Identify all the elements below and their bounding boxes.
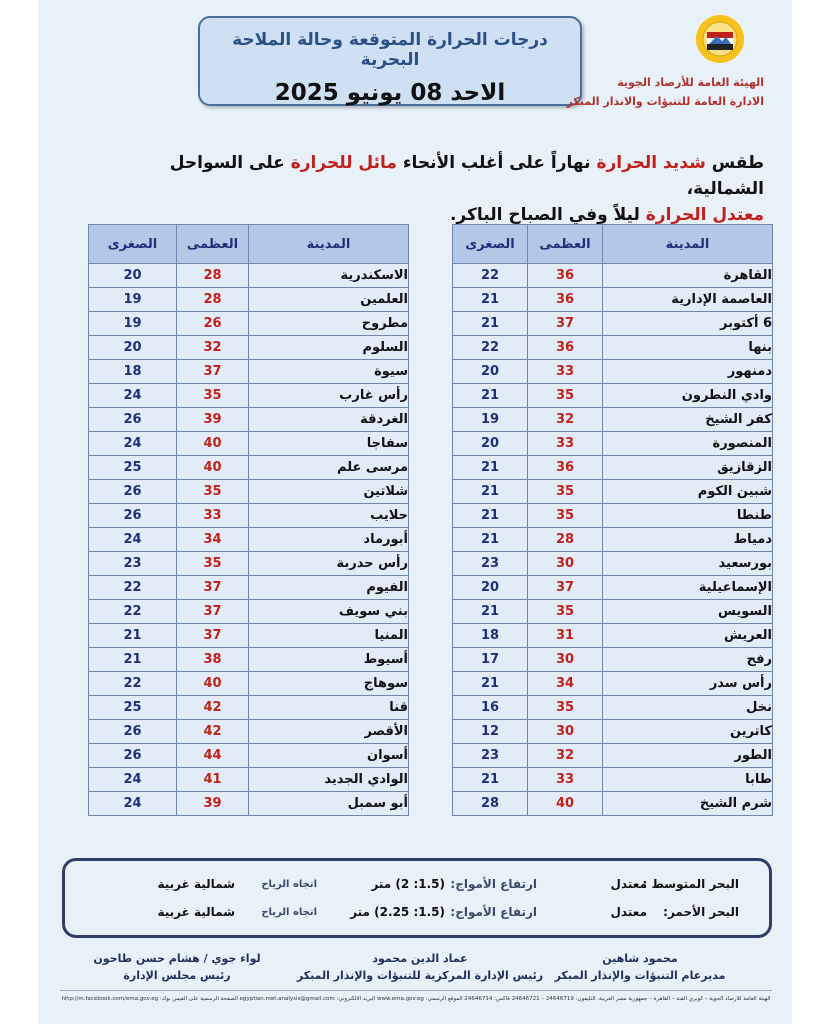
table-row <box>89 264 409 288</box>
max-temp-cell: 35 <box>177 552 249 576</box>
max-temp-cell: 36 <box>528 456 603 480</box>
med-wave-label: ارتفاع الأمواج: <box>450 877 537 891</box>
forecast-part: ليلاً وفي الصباح الباكر. <box>449 205 640 225</box>
city-cell: نخل <box>603 696 773 720</box>
city-cell: بني سويف <box>249 600 409 624</box>
min-temp-cell: 25 <box>89 696 177 720</box>
city-cell: شرم الشيخ <box>603 792 773 816</box>
table-row <box>453 648 773 672</box>
max-temp-cell: 33 <box>528 432 603 456</box>
min-temp-cell: 22 <box>453 336 528 360</box>
signature-name: لواء جوي / هشام حسن طاحون <box>93 952 261 965</box>
min-temp-cell: 22 <box>453 264 528 288</box>
min-temp-cell: 21 <box>453 600 528 624</box>
table-row <box>453 672 773 696</box>
table-row <box>89 288 409 312</box>
table-row <box>453 480 773 504</box>
max-temp-cell: 35 <box>528 480 603 504</box>
table-row <box>453 552 773 576</box>
min-temp-cell: 21 <box>453 504 528 528</box>
max-temp-cell: 35 <box>177 480 249 504</box>
city-cell: سيوة <box>249 360 409 384</box>
temperature-table-right <box>452 224 773 816</box>
max-temp-cell: 44 <box>177 744 249 768</box>
max-temp-cell: 36 <box>528 264 603 288</box>
min-temp-cell: 20 <box>453 576 528 600</box>
table-row <box>453 384 773 408</box>
min-temp-cell: 26 <box>89 504 177 528</box>
red-sea-label: البحر الأحمر: <box>663 905 739 919</box>
max-temp-cell: 33 <box>177 504 249 528</box>
min-temp-cell: 21 <box>453 768 528 792</box>
header-min: الصغرى <box>89 225 177 264</box>
min-temp-cell: 26 <box>89 720 177 744</box>
city-cell: أبو سمبل <box>249 792 409 816</box>
header-min: الصغرى <box>453 225 528 264</box>
table-row <box>453 264 773 288</box>
table-row <box>453 792 773 816</box>
table-row <box>453 408 773 432</box>
bulletin-date: الاحد 08 يونيو 2025 <box>274 80 506 106</box>
max-temp-cell: 34 <box>177 528 249 552</box>
city-cell: طابا <box>603 768 773 792</box>
min-temp-cell: 21 <box>453 384 528 408</box>
forecast-part: طقس <box>711 153 764 173</box>
max-temp-cell: 41 <box>177 768 249 792</box>
max-temp-cell: 32 <box>528 408 603 432</box>
table-row <box>89 552 409 576</box>
footer-divider <box>60 990 772 991</box>
min-temp-cell: 19 <box>89 312 177 336</box>
city-cell: الإسماعيلية <box>603 576 773 600</box>
red-wave-label: ارتفاع الأمواج: <box>450 905 537 919</box>
signature-central-director <box>290 950 550 984</box>
header-city: المدينة <box>603 225 773 264</box>
min-temp-cell: 20 <box>89 264 177 288</box>
max-temp-cell: 32 <box>528 744 603 768</box>
min-temp-cell: 24 <box>89 432 177 456</box>
max-temp-cell: 34 <box>528 672 603 696</box>
table-row <box>89 744 409 768</box>
city-cell: شبين الكوم <box>603 480 773 504</box>
table-row <box>89 600 409 624</box>
min-temp-cell: 16 <box>453 696 528 720</box>
max-temp-cell: 42 <box>177 720 249 744</box>
table-row <box>453 432 773 456</box>
city-cell: قنا <box>249 696 409 720</box>
city-cell: السلوم <box>249 336 409 360</box>
min-temp-cell: 20 <box>453 432 528 456</box>
min-temp-cell: 21 <box>453 456 528 480</box>
city-cell: طنطا <box>603 504 773 528</box>
table-row <box>89 672 409 696</box>
city-cell: العلمين <box>249 288 409 312</box>
min-temp-cell: 25 <box>89 456 177 480</box>
max-temp-cell: 37 <box>177 360 249 384</box>
forecast-text <box>124 150 764 228</box>
max-temp-cell: 42 <box>177 696 249 720</box>
max-temp-cell: 40 <box>177 432 249 456</box>
city-cell: رأس حدربة <box>249 552 409 576</box>
max-temp-cell: 37 <box>177 576 249 600</box>
table-row <box>89 432 409 456</box>
min-temp-cell: 23 <box>453 744 528 768</box>
temperature-table-left <box>88 224 409 816</box>
city-cell: رأس غارب <box>249 384 409 408</box>
min-temp-cell: 22 <box>89 600 177 624</box>
max-temp-cell: 35 <box>177 384 249 408</box>
red-wave-value: (1.5: 2.25) متر <box>350 905 445 919</box>
table-row <box>89 576 409 600</box>
max-temp-cell: 30 <box>528 648 603 672</box>
max-temp-cell: 36 <box>528 336 603 360</box>
table-row <box>89 648 409 672</box>
signature-forecast-director <box>540 950 740 984</box>
city-cell: بورسعيد <box>603 552 773 576</box>
table-row <box>89 504 409 528</box>
max-temp-cell: 32 <box>177 336 249 360</box>
table-row <box>453 768 773 792</box>
forecast-part: نهاراً على أغلب الأنحاء <box>402 153 591 173</box>
min-temp-cell: 26 <box>89 408 177 432</box>
table-row <box>89 360 409 384</box>
city-cell: الوادي الجديد <box>249 768 409 792</box>
city-cell: القاهرة <box>603 264 773 288</box>
table-row <box>89 696 409 720</box>
city-cell: شلاتين <box>249 480 409 504</box>
city-cell: وادي النطرون <box>603 384 773 408</box>
city-cell: مطروح <box>249 312 409 336</box>
max-temp-cell: 36 <box>528 288 603 312</box>
table-row <box>89 768 409 792</box>
signature-title: مديرعام التنبؤات والإنذار المبكر <box>554 969 726 982</box>
table-row <box>453 312 773 336</box>
footer-contact: الهيئة العامة للأرصاد الجوية – كوبري القبة – القاهرة – جمهورية مصر العربية. التليفون: 24646719 – 24646721 فاكس: 24646714 الموقع الرسمي: www.ema.gov.eg البريد الالكتروني: egyptian.met.analysis@gmail.com الصفحة الرسمية على الفيس بوك: http://m.facebook.com/ema.gov.eg <box>61 996 771 1002</box>
city-cell: الغردقة <box>249 408 409 432</box>
header-max: العظمى <box>177 225 249 264</box>
city-cell: العاصمة الإدارية <box>603 288 773 312</box>
max-temp-cell: 35 <box>528 600 603 624</box>
max-temp-cell: 39 <box>177 792 249 816</box>
city-cell: الزقازيق <box>603 456 773 480</box>
table-row <box>89 312 409 336</box>
min-temp-cell: 24 <box>89 792 177 816</box>
table-row <box>89 480 409 504</box>
forecast-mild: معتدل الحرارة <box>645 205 764 225</box>
min-temp-cell: 28 <box>453 792 528 816</box>
max-temp-cell: 28 <box>528 528 603 552</box>
max-temp-cell: 35 <box>528 696 603 720</box>
city-cell: السويس <box>603 600 773 624</box>
min-temp-cell: 21 <box>89 624 177 648</box>
city-cell: المنيا <box>249 624 409 648</box>
min-temp-cell: 21 <box>453 528 528 552</box>
city-cell: سفاجا <box>249 432 409 456</box>
table-row <box>453 576 773 600</box>
city-cell: كفر الشيخ <box>603 408 773 432</box>
med-wave-value: (1.5: 2) متر <box>371 877 445 891</box>
signature-name: عماد الدين محمود <box>372 952 468 965</box>
max-temp-cell: 40 <box>528 792 603 816</box>
max-temp-cell: 35 <box>528 384 603 408</box>
city-cell: دمياط <box>603 528 773 552</box>
table-row <box>89 792 409 816</box>
min-temp-cell: 19 <box>453 408 528 432</box>
red-wind-value: شمالية غربية <box>157 905 235 919</box>
table-row <box>453 456 773 480</box>
med-wind-value: شمالية غربية <box>157 877 235 891</box>
min-temp-cell: 17 <box>453 648 528 672</box>
table-row <box>89 528 409 552</box>
signature-title: رئيس مجلس الإدارة <box>123 969 231 982</box>
table-row <box>453 504 773 528</box>
header-city: المدينة <box>249 225 409 264</box>
city-cell: أسيوط <box>249 648 409 672</box>
forecast-warm: مائل للحرارة <box>290 153 397 173</box>
city-cell: مرسى علم <box>249 456 409 480</box>
org-name: الهيئة العامة للأرصاد الجوية <box>617 76 764 89</box>
city-cell: بنها <box>603 336 773 360</box>
title-box <box>198 16 582 106</box>
city-cell: دمنهور <box>603 360 773 384</box>
forecast-hot: شديد الحرارة <box>596 153 706 173</box>
min-temp-cell: 18 <box>453 624 528 648</box>
min-temp-cell: 20 <box>453 360 528 384</box>
min-temp-cell: 21 <box>453 288 528 312</box>
signature-title: رئيس الإدارة المركزية للتنبؤات والإنذار المبكر <box>296 969 544 982</box>
table-row <box>453 600 773 624</box>
max-temp-cell: 30 <box>528 720 603 744</box>
min-temp-cell: 26 <box>89 744 177 768</box>
table-row <box>453 360 773 384</box>
min-temp-cell: 23 <box>453 552 528 576</box>
red-wind-label: اتجاه الرياح <box>261 907 317 918</box>
max-temp-cell: 39 <box>177 408 249 432</box>
signature-chairman <box>82 950 272 984</box>
min-temp-cell: 26 <box>89 480 177 504</box>
city-cell: أسوان <box>249 744 409 768</box>
max-temp-cell: 37 <box>177 600 249 624</box>
table-row <box>453 624 773 648</box>
min-temp-cell: 19 <box>89 288 177 312</box>
min-temp-cell: 24 <box>89 528 177 552</box>
min-temp-cell: 24 <box>89 384 177 408</box>
city-cell: رأس سدر <box>603 672 773 696</box>
max-temp-cell: 37 <box>177 624 249 648</box>
table-row <box>453 288 773 312</box>
max-temp-cell: 40 <box>177 456 249 480</box>
table-row <box>89 624 409 648</box>
header-max: العظمى <box>528 225 603 264</box>
med-wind-label: اتجاه الرياح <box>261 879 317 890</box>
ema-logo-icon <box>695 14 745 64</box>
max-temp-cell: 30 <box>528 552 603 576</box>
table-row <box>89 456 409 480</box>
max-temp-cell: 38 <box>177 648 249 672</box>
table-row <box>89 384 409 408</box>
min-temp-cell: 12 <box>453 720 528 744</box>
max-temp-cell: 37 <box>528 312 603 336</box>
city-cell: أبورماد <box>249 528 409 552</box>
max-temp-cell: 37 <box>528 576 603 600</box>
max-temp-cell: 28 <box>177 264 249 288</box>
signature-name: محمود شاهين <box>602 952 678 965</box>
max-temp-cell: 28 <box>177 288 249 312</box>
bulletin-title: درجات الحرارة المتوقعة وحالة الملاحة البحرية <box>232 30 548 70</box>
max-temp-cell: 40 <box>177 672 249 696</box>
med-sea-state: معتدل <box>610 877 647 891</box>
table-row <box>89 336 409 360</box>
org-department: الادارة العامة للتنبؤات والانذار المبكر <box>566 95 764 108</box>
max-temp-cell: 35 <box>528 504 603 528</box>
forecast-part: على السواحل الشمالية، <box>169 153 764 199</box>
min-temp-cell: 21 <box>453 672 528 696</box>
city-cell: حلايب <box>249 504 409 528</box>
min-temp-cell: 20 <box>89 336 177 360</box>
city-cell: سوهاج <box>249 672 409 696</box>
min-temp-cell: 21 <box>453 312 528 336</box>
city-cell: الفيوم <box>249 576 409 600</box>
min-temp-cell: 21 <box>89 648 177 672</box>
table-row <box>89 408 409 432</box>
table-row <box>453 720 773 744</box>
min-temp-cell: 22 <box>89 576 177 600</box>
min-temp-cell: 24 <box>89 768 177 792</box>
max-temp-cell: 26 <box>177 312 249 336</box>
max-temp-cell: 31 <box>528 624 603 648</box>
max-temp-cell: 33 <box>528 768 603 792</box>
table-row <box>89 720 409 744</box>
table-row <box>453 528 773 552</box>
city-cell: كاترين <box>603 720 773 744</box>
med-sea-label: البحر المتوسط : <box>642 877 739 891</box>
sea-conditions-box <box>62 858 772 938</box>
red-sea-state: معتدل <box>610 905 647 919</box>
city-cell: الطور <box>603 744 773 768</box>
table-row <box>453 336 773 360</box>
city-cell: رفح <box>603 648 773 672</box>
table-row <box>453 744 773 768</box>
city-cell: الاسكندرية <box>249 264 409 288</box>
table-row <box>453 696 773 720</box>
city-cell: العريش <box>603 624 773 648</box>
min-temp-cell: 21 <box>453 480 528 504</box>
city-cell: 6 أكتوبر <box>603 312 773 336</box>
min-temp-cell: 22 <box>89 672 177 696</box>
min-temp-cell: 18 <box>89 360 177 384</box>
max-temp-cell: 33 <box>528 360 603 384</box>
city-cell: الأقصر <box>249 720 409 744</box>
min-temp-cell: 23 <box>89 552 177 576</box>
city-cell: المنصورة <box>603 432 773 456</box>
